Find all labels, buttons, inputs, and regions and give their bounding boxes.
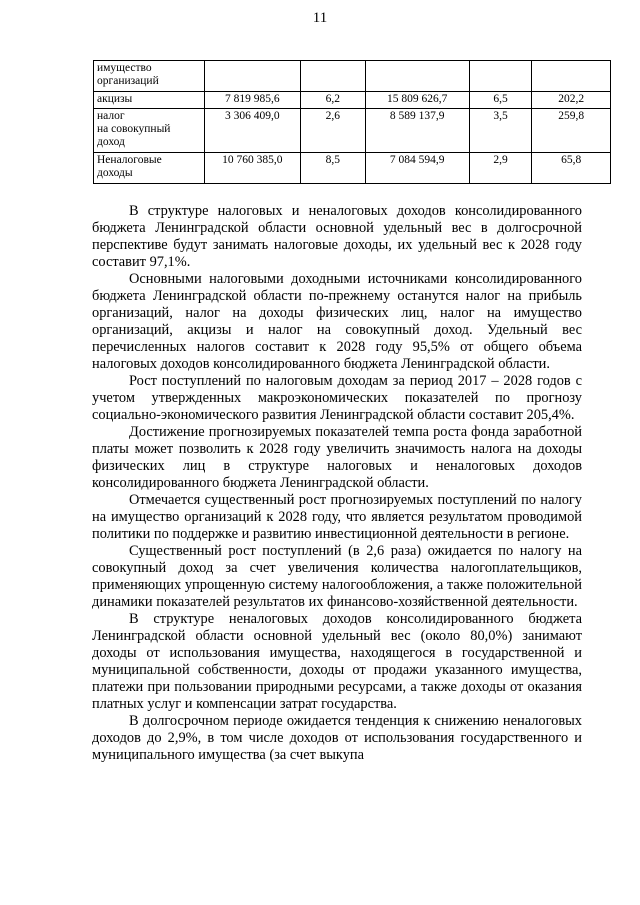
table-cell: 65,8 [532, 153, 611, 184]
table-row [94, 61, 611, 92]
table-cell [204, 61, 300, 92]
revenue-table [93, 60, 611, 184]
paragraph: В долгосрочном периоде ожидается тенденция к снижению неналоговых доходов до 2,9%, в том числе доходов от использования государственного и муниципального имущества (за счет выкупа [92, 713, 582, 763]
table-cell: 15 809 626,7 [365, 92, 469, 109]
table-cell: 7 084 594,9 [365, 153, 469, 184]
page-number: 11 [312, 10, 328, 26]
table-cell-name: акцизы [94, 92, 205, 109]
table-row [94, 109, 611, 153]
table-cell: 8 589 137,9 [365, 109, 469, 153]
paragraph: Основными налоговыми доходными источниками консолидированного бюджета Ленинградской области по-прежнему останутся налог на прибыль организаций, налог на доходы физических лиц, налог на имущество организаций, акцизы и налог на совокупный доход. Удельный вес перечисленных налогов составит к 2028 году 95,5% от общего объема налоговых доходов консолидированного бюджета Ленинградской области. [92, 271, 582, 372]
paragraph: В структуре налоговых и неналоговых доходов консолидированного бюджета Ленинградской области основной удельный вес в долгосрочной перспективе будут занимать налоговые доходы, их удельный вес к 2028 году составит 97,1%. [92, 203, 582, 270]
table-cell [469, 61, 532, 92]
table-cell: 3,5 [469, 109, 532, 153]
paragraph: Существенный рост поступлений (в 2,6 раза) ожидается по налогу на совокупный доход за счет увеличения количества налогоплательщиков, применяющих упрощенную систему налогообложения, а также положительной динамики показателей результатов их финансово-хозяйственной деятельности. [92, 543, 582, 610]
table-cell: 10 760 385,0 [204, 153, 300, 184]
paragraph: Рост поступлений по налоговым доходам за период 2017 – 2028 годов с учетом утвержденных макроэкономических показателей по прогнозу социально-экономического развития Ленинградской области составит 205,4%. [92, 373, 582, 423]
table-cell-name: имущество организаций [94, 61, 205, 92]
paragraph: В структуре неналоговых доходов консолидированного бюджета Ленинградской области основной удельный вес (около 80,0%) занимают доходы от использования имущества, находящегося в государственной и муниципальной собственности, доходы от продажи указанного имущества, платежи при пользовании природными ресурсами, а также доходы от оказания платных услуг и компенсации затрат государства. [92, 611, 582, 712]
table-row [94, 153, 611, 184]
table-cell: 259,8 [532, 109, 611, 153]
table-cell: 7 819 985,6 [204, 92, 300, 109]
table-cell: 3 306 409,0 [204, 109, 300, 153]
table-cell: 6,5 [469, 92, 532, 109]
table-cell-name: налог на совокупный доход [94, 109, 205, 153]
paragraph: Достижение прогнозируемых показателей темпа роста фонда заработной платы может позволить к 2028 году увеличить значимость налога на доходы физических лиц в структуре налоговых и неналоговых доходов консолидированного бюджета Ленинградской области. [92, 424, 582, 491]
table-row [94, 92, 611, 109]
table-cell: 2,9 [469, 153, 532, 184]
body-text [92, 203, 582, 764]
table-cell [365, 61, 469, 92]
table-cell: 202,2 [532, 92, 611, 109]
table-cell [300, 61, 365, 92]
table-cell: 6,2 [300, 92, 365, 109]
paragraph: Отмечается существенный рост прогнозируемых поступлений по налогу на имущество организаций к 2028 году, что является результатом проводимой политики по поддержке и развитию инвестиционной деятельности в регионе. [92, 492, 582, 542]
table-cell: 2,6 [300, 109, 365, 153]
table-cell: 8,5 [300, 153, 365, 184]
table-cell [532, 61, 611, 92]
table-cell-name: Неналоговые доходы [94, 153, 205, 184]
